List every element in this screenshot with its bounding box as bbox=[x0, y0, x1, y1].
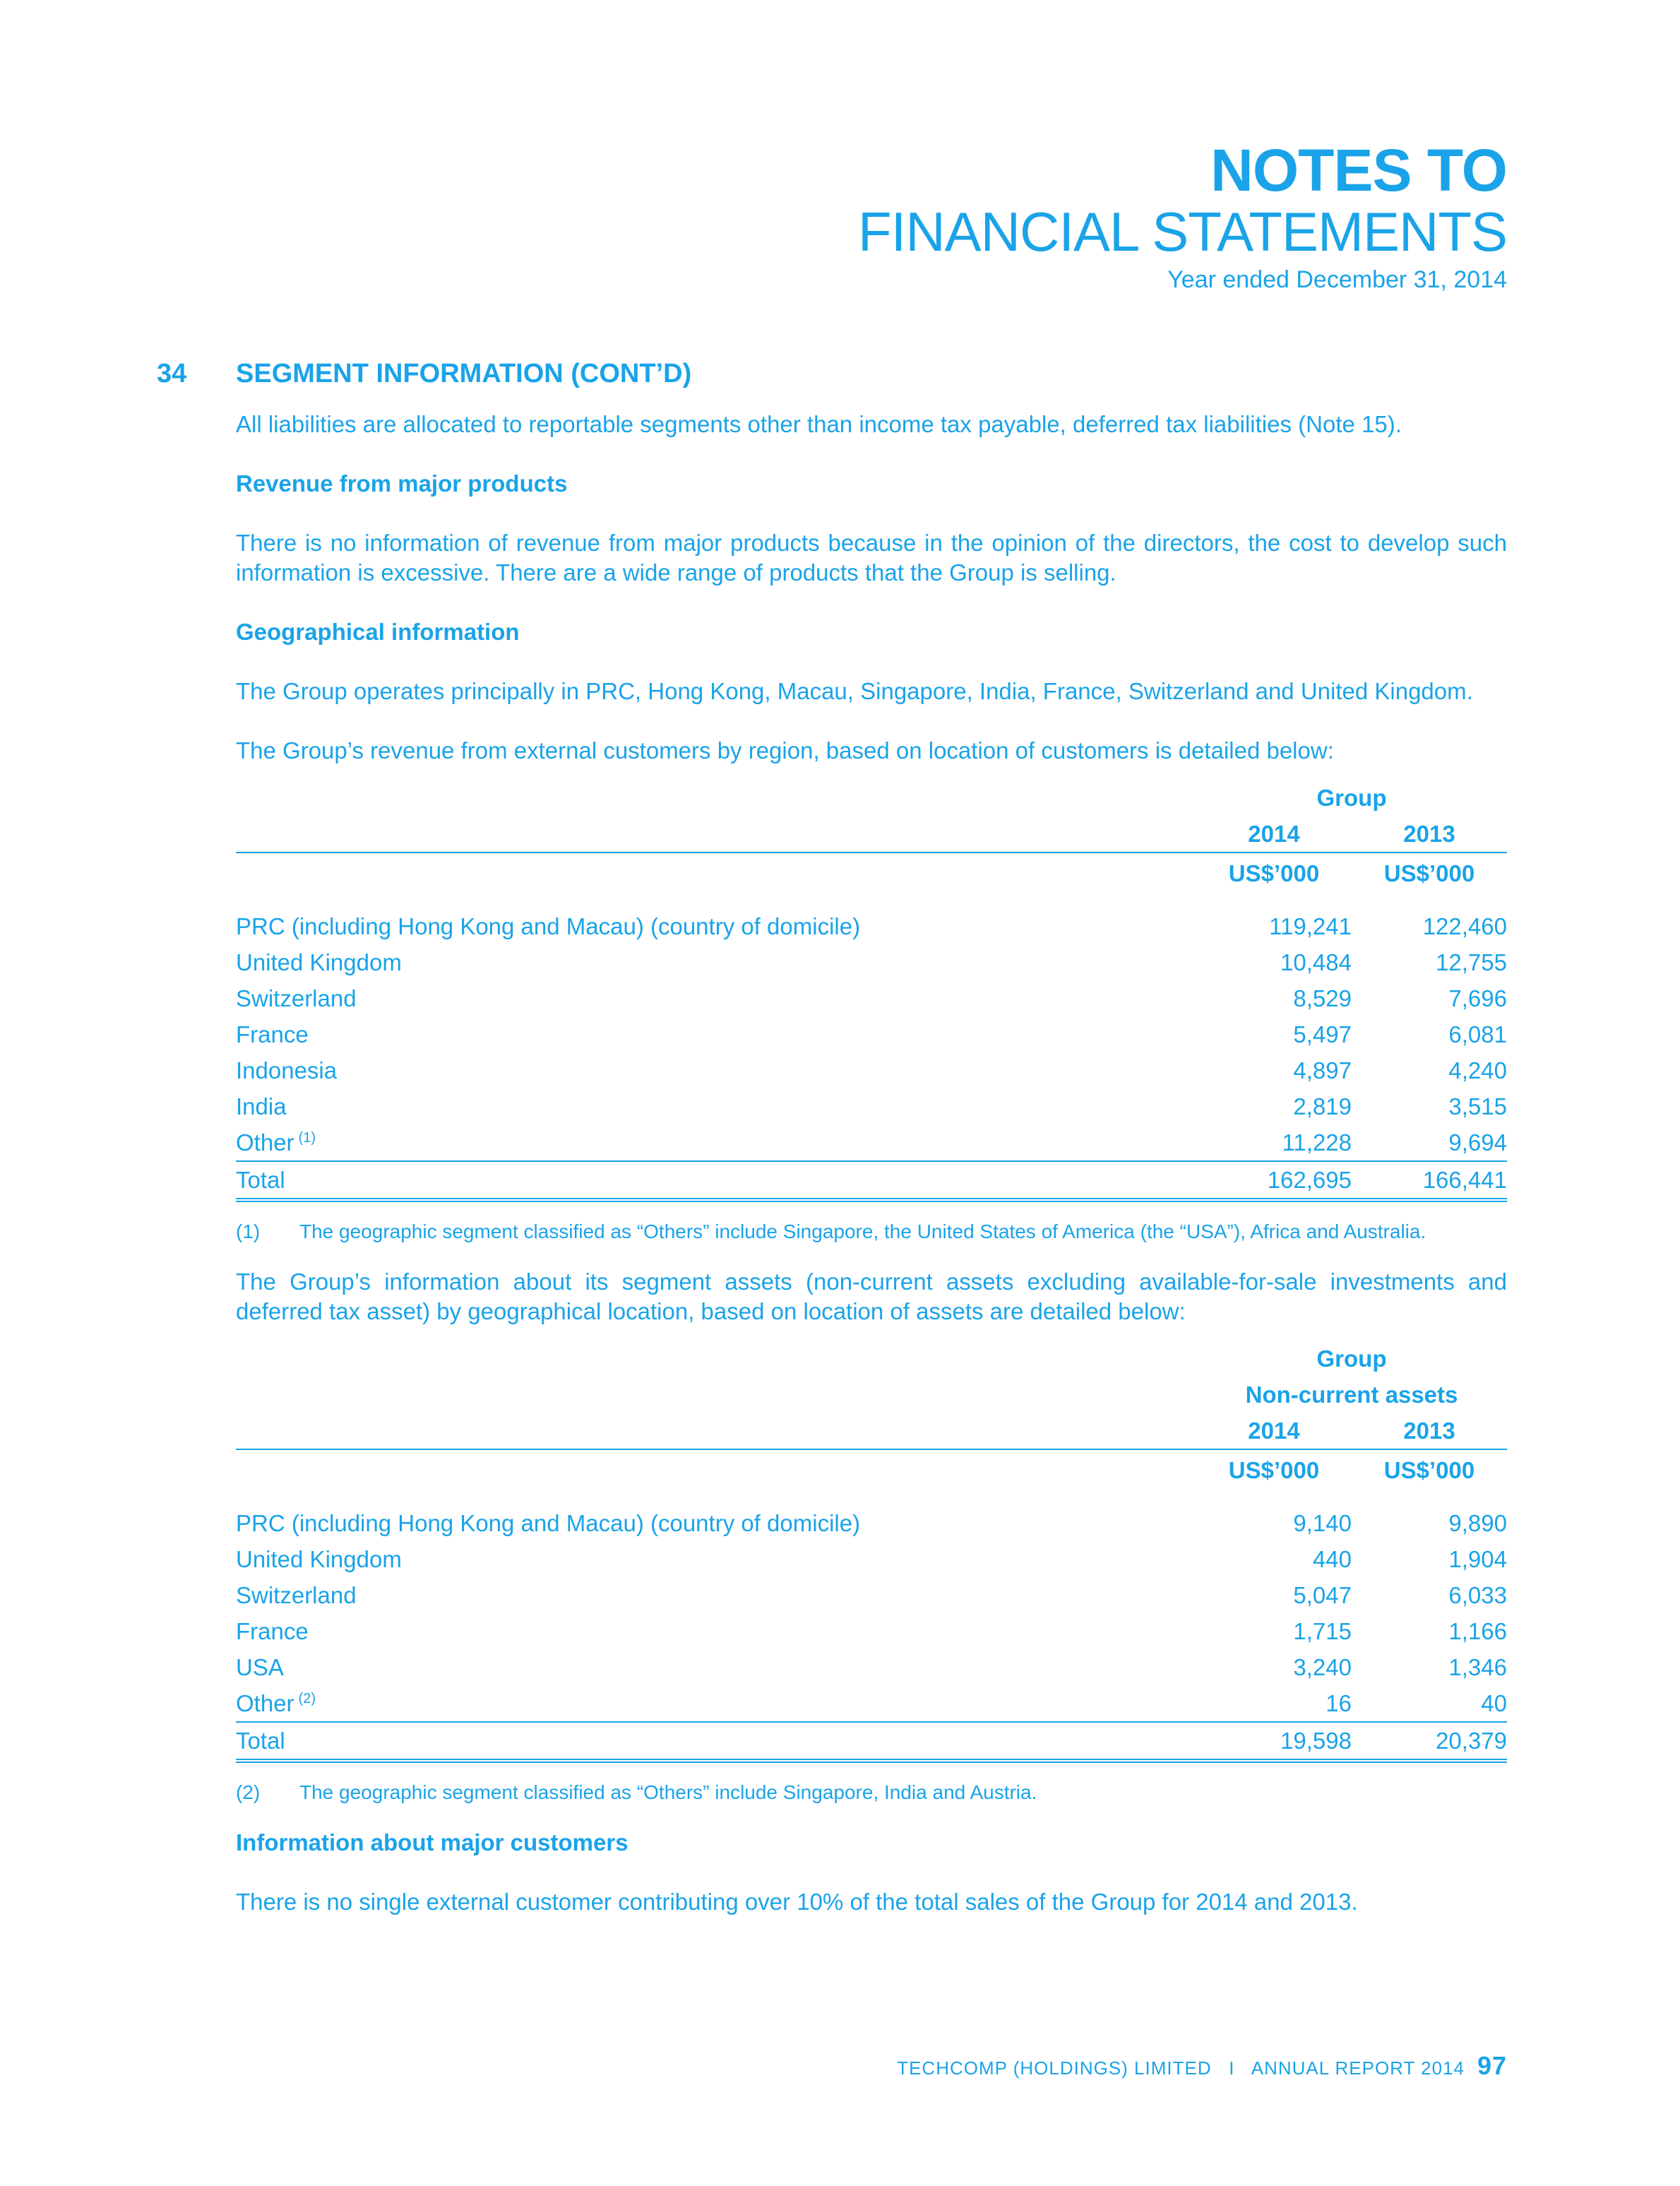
footnote-ref: (1) bbox=[298, 1130, 316, 1146]
major-customers-paragraph: There is no single external customer contributing over 10% of the total sales of the Group for 2014 and 2013. bbox=[236, 1889, 1358, 1915]
group-header: Group bbox=[1316, 785, 1387, 811]
footnote-mark: (1) bbox=[236, 1220, 261, 1242]
value-2014: 4,897 bbox=[1293, 1057, 1352, 1083]
row-label: United Kingdom bbox=[236, 1546, 402, 1572]
row-label: United Kingdom bbox=[236, 949, 402, 975]
row-label: Other bbox=[236, 1690, 294, 1716]
table-year-row bbox=[236, 816, 1507, 853]
table-header-row bbox=[236, 780, 1507, 816]
row-label: France bbox=[236, 1618, 309, 1644]
row-label: Other bbox=[236, 1129, 294, 1156]
table-row bbox=[236, 1052, 1507, 1088]
footnote-2 bbox=[236, 1778, 1507, 1807]
revenue-products-heading: Revenue from major products bbox=[236, 470, 568, 497]
table-subtitle-row bbox=[236, 1377, 1507, 1413]
table-row bbox=[236, 908, 1507, 944]
table-row bbox=[236, 980, 1507, 1016]
unit-header: US$’000 bbox=[1383, 860, 1475, 886]
total-2014: 162,695 bbox=[1196, 1161, 1352, 1200]
section-title: SEGMENT INFORMATION (CONT’D) bbox=[236, 359, 692, 388]
row-label: France bbox=[236, 1021, 309, 1047]
value-2013: 122,460 bbox=[1422, 913, 1507, 939]
table-row bbox=[236, 1088, 1507, 1124]
value-2013: 6,033 bbox=[1448, 1582, 1507, 1608]
total-2013: 20,379 bbox=[1352, 1722, 1507, 1761]
value-2013: 1,904 bbox=[1448, 1546, 1507, 1572]
row-label-other bbox=[236, 1124, 1196, 1161]
row-label: Switzerland bbox=[236, 1582, 357, 1608]
value-2014: 16 bbox=[1325, 1690, 1352, 1716]
value-2014: 1,715 bbox=[1293, 1618, 1352, 1644]
table-row bbox=[236, 1685, 1507, 1722]
row-label: Switzerland bbox=[236, 985, 357, 1011]
table-row bbox=[236, 1505, 1507, 1541]
value-2014: 9,140 bbox=[1293, 1510, 1352, 1536]
unit-header: US$’000 bbox=[1383, 1457, 1475, 1483]
table-row bbox=[236, 1613, 1507, 1649]
table-row bbox=[236, 944, 1507, 980]
value-2013: 12,755 bbox=[1436, 949, 1507, 975]
value-2014: 5,047 bbox=[1293, 1582, 1352, 1608]
geographical-heading: Geographical information bbox=[236, 619, 520, 645]
unit-header: US$’000 bbox=[1228, 860, 1320, 886]
header-title-line1: NOTES TO bbox=[1210, 137, 1507, 203]
value-2014: 3,240 bbox=[1293, 1654, 1352, 1680]
table-row bbox=[236, 1124, 1507, 1161]
total-row bbox=[236, 1722, 1507, 1761]
value-2013: 7,696 bbox=[1448, 985, 1507, 1011]
value-2014: 10,484 bbox=[1280, 949, 1352, 975]
page-footer bbox=[897, 2051, 1507, 2081]
footnote-mark: (2) bbox=[236, 1781, 261, 1803]
row-label-other bbox=[236, 1685, 1196, 1722]
geographical-paragraph-2: The Group’s revenue from external customers by region, based on location of customers is detailed below: bbox=[236, 737, 1334, 764]
value-2013: 4,240 bbox=[1448, 1057, 1507, 1083]
page-number: 97 bbox=[1477, 2051, 1507, 2080]
value-2013: 9,890 bbox=[1448, 1510, 1507, 1536]
footer-text: TECHCOMP (HOLDINGS) LIMITED I ANNUAL REPORT 2014 bbox=[897, 2057, 1465, 2079]
value-2013: 40 bbox=[1481, 1690, 1507, 1716]
row-label: USA bbox=[236, 1654, 284, 1680]
non-current-assets-table bbox=[236, 1341, 1507, 1763]
value-2014: 119,241 bbox=[1269, 913, 1352, 939]
table-row bbox=[236, 1541, 1507, 1577]
value-2014: 8,529 bbox=[1293, 985, 1352, 1011]
year-header: 2013 bbox=[1352, 816, 1507, 853]
table-year-row bbox=[236, 1413, 1507, 1449]
total-row bbox=[236, 1161, 1507, 1200]
table-header-row bbox=[236, 1341, 1507, 1377]
group-header: Group bbox=[1316, 1346, 1387, 1372]
value-2014: 2,819 bbox=[1293, 1093, 1352, 1119]
section-number: 34 bbox=[157, 359, 187, 388]
footnote-text: The geographic segment classified as “Others” include Singapore, India and Austria. bbox=[299, 1781, 1037, 1803]
section-content bbox=[236, 410, 1507, 1947]
row-label: PRC (including Hong Kong and Macau) (country of domicile) bbox=[236, 913, 861, 939]
footnote-ref: (2) bbox=[298, 1691, 316, 1706]
table-unit-row bbox=[236, 1449, 1507, 1491]
year-header: 2013 bbox=[1352, 1413, 1507, 1449]
header-period: Year ended December 31, 2014 bbox=[1167, 266, 1507, 293]
table-row bbox=[236, 1577, 1507, 1613]
geographical-paragraph-1: The Group operates principally in PRC, Hong Kong, Macau, Singapore, India, France, Switzerland and United Kingdom. bbox=[236, 678, 1473, 704]
value-2013: 6,081 bbox=[1448, 1021, 1507, 1047]
non-current-assets-header: Non-current assets bbox=[1245, 1382, 1458, 1408]
intro-paragraph: All liabilities are allocated to reportable segments other than income tax payable, deferred tax liabilities (Note 15). bbox=[236, 411, 1402, 437]
row-label: Indonesia bbox=[236, 1057, 338, 1083]
unit-header: US$’000 bbox=[1228, 1457, 1320, 1483]
total-2013: 166,441 bbox=[1352, 1161, 1507, 1200]
assets-paragraph: The Group’s information about its segment assets (non-current assets excluding available-for-sale investments and deferred tax asset) by geographical location, based on location of assets are detailed below: bbox=[236, 1269, 1507, 1324]
value-2014: 440 bbox=[1312, 1546, 1352, 1572]
row-label: India bbox=[236, 1093, 287, 1119]
year-header: 2014 bbox=[1196, 816, 1352, 853]
value-2013: 3,515 bbox=[1448, 1093, 1507, 1119]
major-customers-heading: Information about major customers bbox=[236, 1829, 628, 1855]
value-2013: 1,346 bbox=[1448, 1654, 1507, 1680]
value-2014: 5,497 bbox=[1293, 1021, 1352, 1047]
value-2013: 9,694 bbox=[1448, 1129, 1507, 1156]
revenue-by-region-table bbox=[236, 780, 1507, 1202]
footnote-1 bbox=[236, 1218, 1507, 1246]
header-title-line2: FINANCIAL STATEMENTS bbox=[858, 201, 1507, 263]
page-header bbox=[858, 138, 1507, 295]
row-label: PRC (including Hong Kong and Macau) (country of domicile) bbox=[236, 1510, 861, 1536]
table-row bbox=[236, 1649, 1507, 1685]
table-row bbox=[236, 1016, 1507, 1052]
total-label: Total bbox=[236, 1722, 1196, 1761]
revenue-products-paragraph: There is no information of revenue from major products because in the opinion of the directors, the cost to develop such information is excessive. There are a wide range of products that the Group is selling. bbox=[236, 530, 1507, 586]
value-2014: 11,228 bbox=[1282, 1129, 1352, 1156]
footnote-text: The geographic segment classified as “Others” include Singapore, the United States of America (the “USA”), Africa and Australia. bbox=[299, 1220, 1426, 1242]
total-label: Total bbox=[236, 1161, 1196, 1200]
total-2014: 19,598 bbox=[1196, 1722, 1352, 1761]
value-2013: 1,166 bbox=[1448, 1618, 1507, 1644]
year-header: 2014 bbox=[1196, 1413, 1352, 1449]
table-unit-row bbox=[236, 853, 1507, 894]
